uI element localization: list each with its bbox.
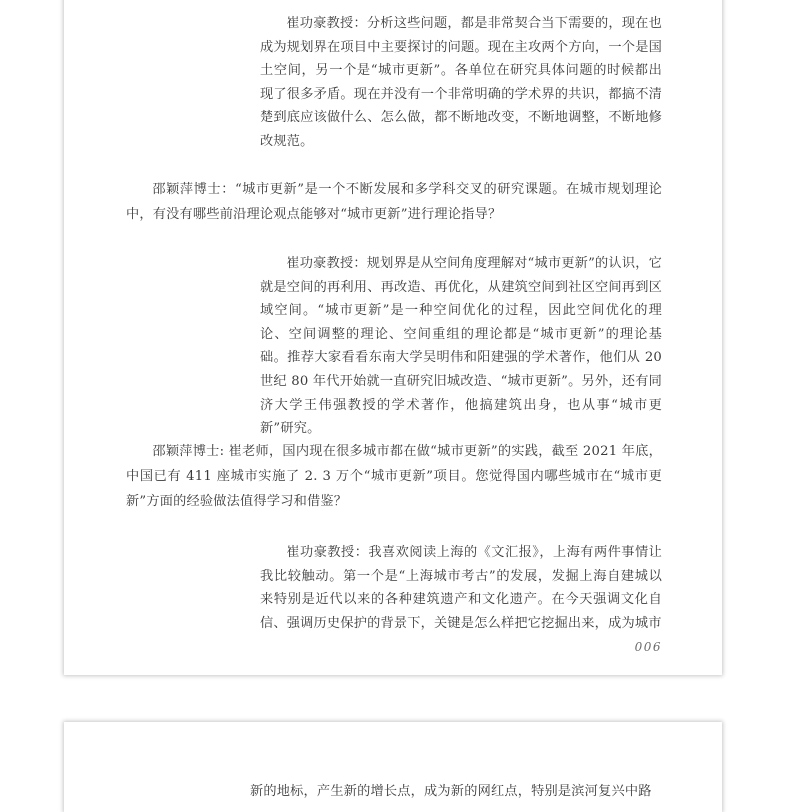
interview-question-paragraph: 邵颖萍博士：“城市更新”是一个不断发展和多学科交叉的研究课题。在城市规划理论中，有没有哪些前沿理论观点能够对“城市更新”进行理论指导？ [126, 182, 662, 222]
interview-question-paragraph: 邵颖萍博士: 崔老师，国内现在很多城市都在做“城市更新”的实践，截至 2021 年底，中国已有 411 座城市实施了 2. 3 万个“城市更新”项目。您觉得国内哪些城市在“城市更新”方面的经验做法值得学习和借鉴？ [126, 444, 662, 509]
interview-answer-continuation: 新的地标，产生新的增长点，成为新的网红点，特别是滨河复兴中路 [250, 784, 652, 799]
interview-answer-paragraph: 崔功豪教授：我喜欢阅读上海的《文汇报》，上海有两件事情让我比较触动。第一个是“上海城市考古”的发展，发掘上海自建城以来特别是近代以来的各种建筑遗产和文化遗产。在今天强调文化自信、强调历史保护的背景下，关键是怎么样把它挖掘出来，成为城市 [260, 545, 662, 631]
page-number: 006 [634, 640, 662, 654]
document-page-next [64, 722, 722, 812]
interview-answer-paragraph: 崔功豪教授：分析这些问题，都是非常契合当下需要的，现在也成为规划界在项目中主要探讨的问题。现在主攻两个方向，一个是国土空间，另一个是“城市更新”。各单位在研究具体问题的时候都出现了很多矛盾。现在并没有一个非常明确的学术界的共识，都搞不清楚到底应该做什么、怎么做，都不断地改变，不断地调整，不断地修改规范。 [260, 16, 662, 149]
interview-answer-paragraph: 崔功豪教授：规划界是从空间角度理解对“城市更新”的认识，它就是空间的再利用、再改造、再优化，从建筑空间到社区空间再到区域空间。“城市更新”是一种空间优化的过程，因此空间优化的理论、空间调整的理论、空间重组的理论都是“城市更新”的理论基础。推荐大家看看东南大学吴明伟和阳建强的学术著作，他们从 20 世纪 80 年代开始就一直研究旧城改造、“城市更新”。另外，还有同济大学王伟强教授的学术著作，他搞建筑出身，也从事“城市更新”研究。 [260, 256, 662, 437]
document-page [64, 0, 722, 675]
